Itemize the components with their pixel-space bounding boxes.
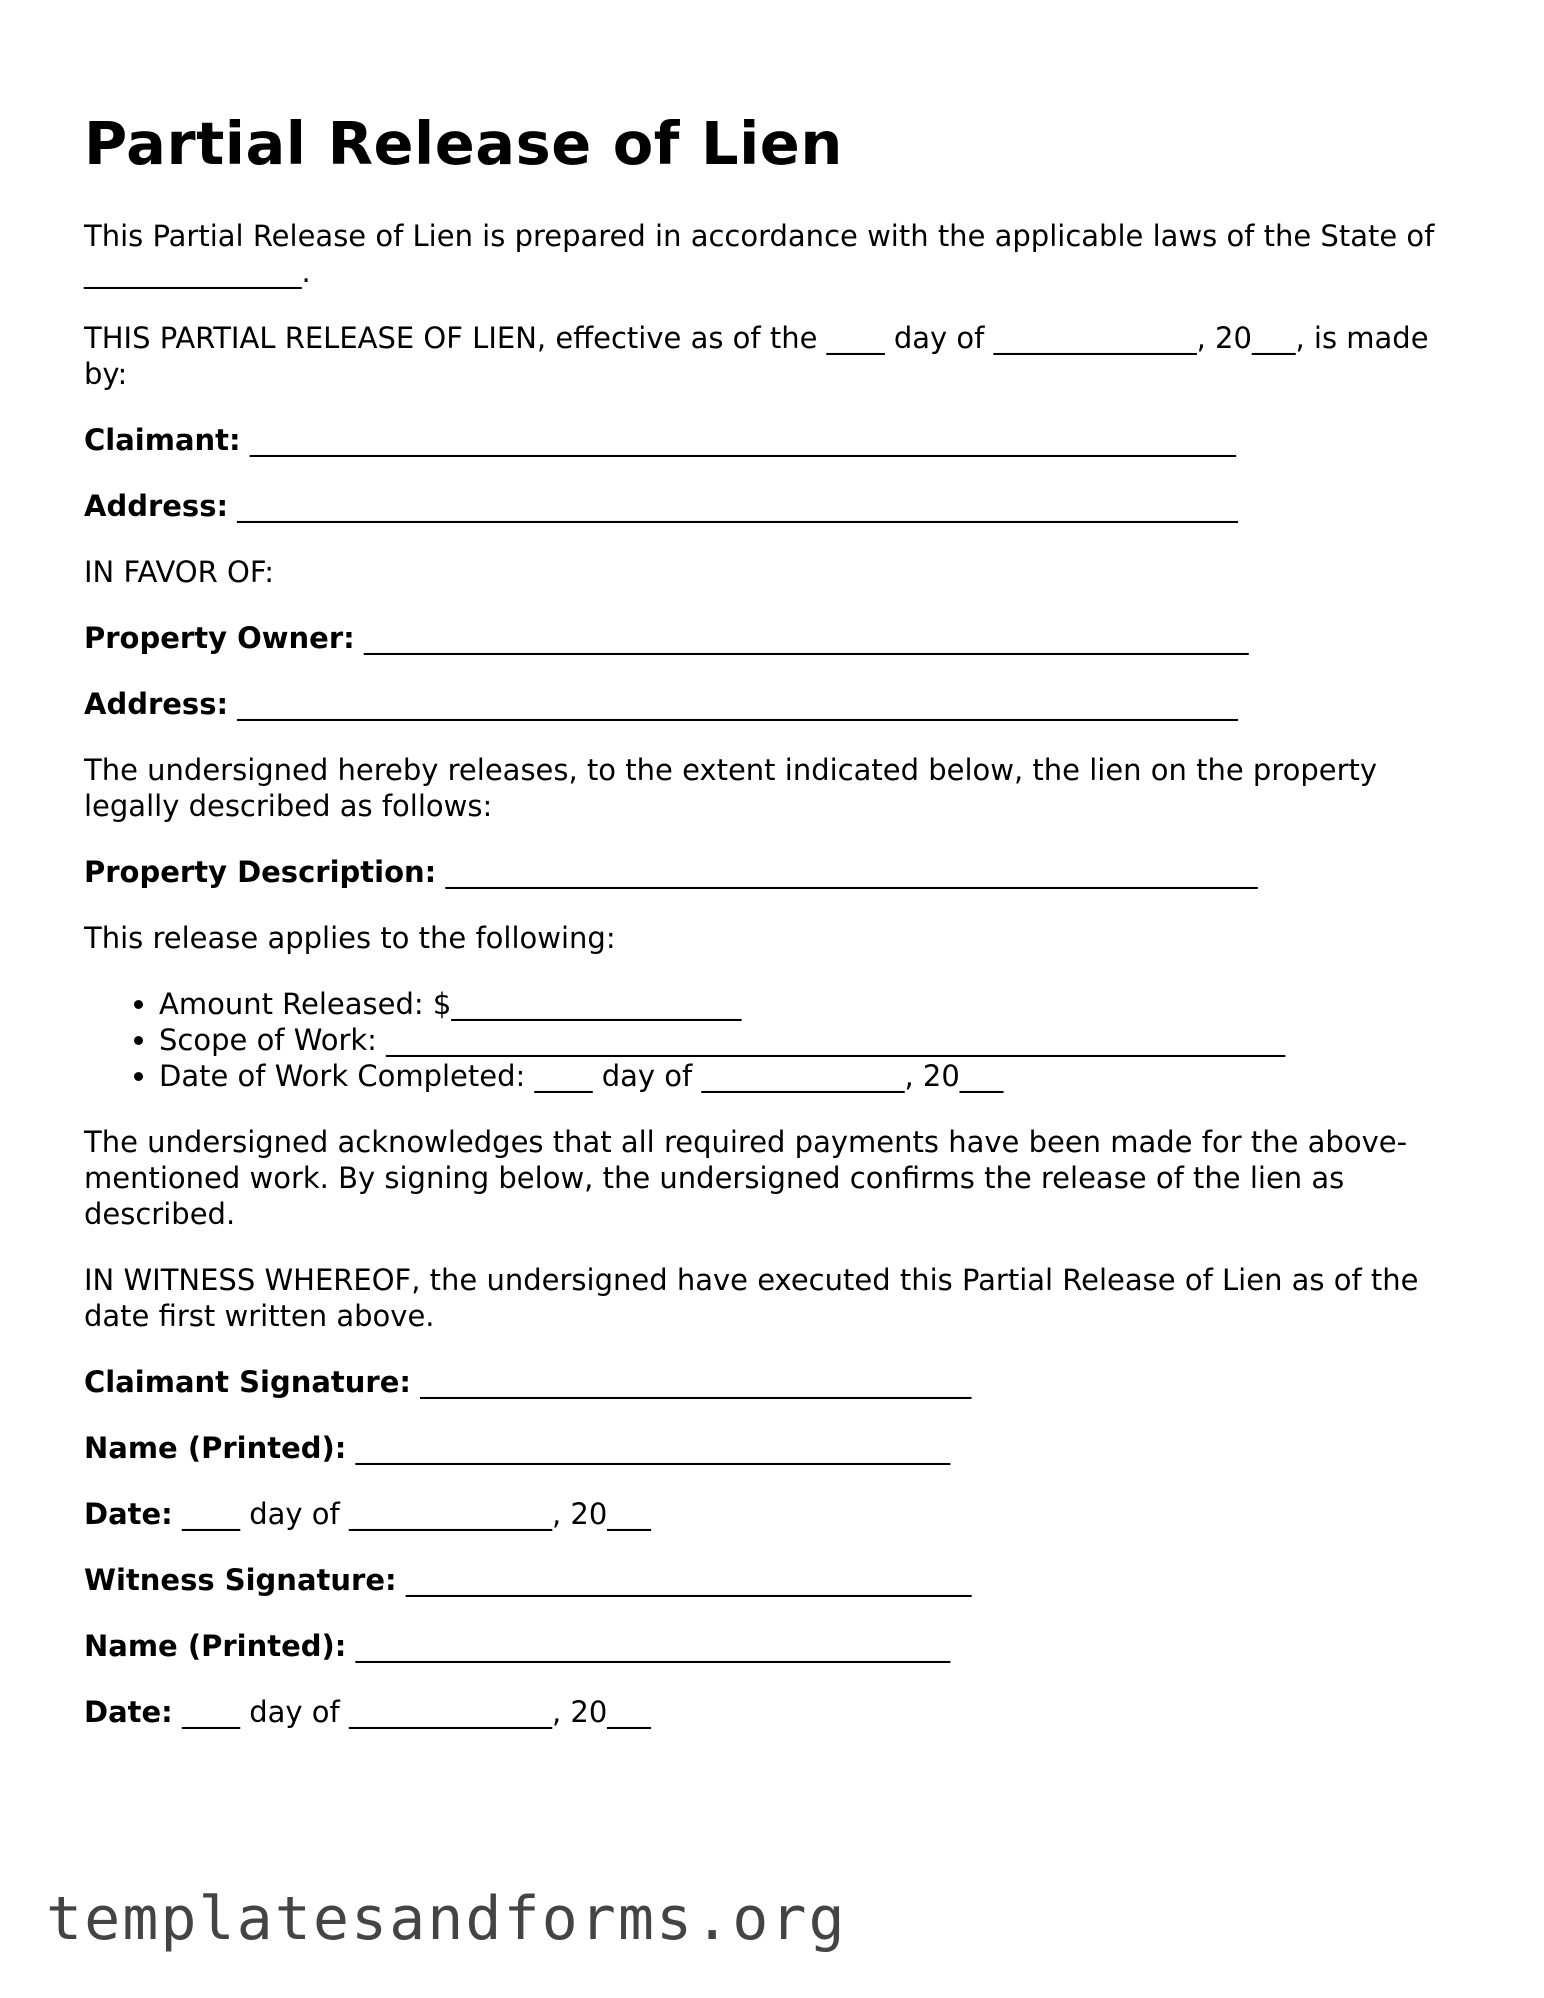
witness-name-label: Name (Printed): xyxy=(84,1629,347,1663)
witness-clause: IN WITNESS WHEREOF, the undersigned have executed this Partial Release of Lien as of the date first written above. xyxy=(84,1263,1419,1333)
owner-address-label: Address: xyxy=(84,687,229,721)
document-page xyxy=(84,108,1464,1760)
claimant-address-label: Address: xyxy=(84,489,229,523)
release-items-list xyxy=(84,986,1464,1094)
property-owner-blank[interactable]: _____________________________________________________________ xyxy=(354,621,1249,655)
claimant-signature-label: Claimant Signature: xyxy=(84,1365,412,1399)
claimant-date-blank[interactable]: ____ day of ______________, 20___ xyxy=(172,1497,651,1531)
acknowledge-paragraph: The undersigned acknowledges that all required payments have been made for the above-mentioned work. By signing below, the undersigned confirms the release of the lien as described. xyxy=(84,1125,1408,1231)
owner-address-blank[interactable]: _____________________________________________________________________ xyxy=(228,687,1238,721)
witness-signature-field[interactable] xyxy=(84,1562,1464,1598)
witness-name-field[interactable] xyxy=(84,1628,1464,1664)
claimant-address-blank[interactable]: _____________________________________________________________________ xyxy=(228,489,1238,523)
claimant-address-field[interactable] xyxy=(84,488,1464,524)
owner-address-field[interactable] xyxy=(84,686,1464,722)
list-item[interactable]: • Date of Work Completed: ____ day of ______________, 20___ xyxy=(159,1058,1464,1094)
claimant-label: Claimant: xyxy=(84,423,241,457)
claimant-date-field[interactable] xyxy=(84,1496,1464,1532)
property-description-blank[interactable]: ________________________________________________________ xyxy=(436,855,1258,889)
witness-name-blank[interactable]: _________________________________________ xyxy=(346,1629,951,1663)
intro-paragraph: This Partial Release of Lien is prepared in accordance with the applicable laws of the State of _______________. xyxy=(84,219,1435,289)
witness-date-label: Date: xyxy=(84,1695,173,1729)
property-owner-field[interactable] xyxy=(84,620,1464,656)
release-paragraph: The undersigned hereby releases, to the extent indicated below, the lien on the property legally described as follows: xyxy=(84,753,1378,823)
effective-paragraph: THIS PARTIAL RELEASE OF LIEN, effective as of the ____ day of ______________, 20___, is made by: xyxy=(84,321,1429,391)
claimant-date-label: Date: xyxy=(84,1497,173,1531)
in-favor-heading: IN FAVOR OF: xyxy=(84,555,275,589)
property-description-label: Property Description: xyxy=(84,855,437,889)
property-owner-label: Property Owner: xyxy=(84,621,355,655)
site-watermark: templatesandforms.org xyxy=(46,1884,847,1954)
claimant-blank[interactable]: ____________________________________________________________________ xyxy=(240,423,1236,457)
witness-signature-blank[interactable]: _______________________________________ xyxy=(396,1563,972,1597)
claimant-field[interactable] xyxy=(84,422,1464,458)
claimant-signature-field[interactable] xyxy=(84,1364,1464,1400)
witness-date-field[interactable] xyxy=(84,1694,1464,1730)
list-item[interactable]: • Scope of Work: ______________________________________________________________ xyxy=(159,1022,1464,1058)
property-description-field[interactable] xyxy=(84,854,1464,890)
witness-date-blank[interactable]: ____ day of ______________, 20___ xyxy=(172,1695,651,1729)
claimant-name-label: Name (Printed): xyxy=(84,1431,347,1465)
page-title: Partial Release of Lien xyxy=(84,109,843,178)
claimant-signature-blank[interactable]: ______________________________________ xyxy=(411,1365,972,1399)
claimant-name-blank[interactable]: _________________________________________ xyxy=(346,1431,951,1465)
claimant-name-field[interactable] xyxy=(84,1430,1464,1466)
witness-signature-label: Witness Signature: xyxy=(84,1563,397,1597)
applies-paragraph: This release applies to the following: xyxy=(84,921,616,955)
list-item[interactable]: • Amount Released: $____________________ xyxy=(159,986,1464,1022)
